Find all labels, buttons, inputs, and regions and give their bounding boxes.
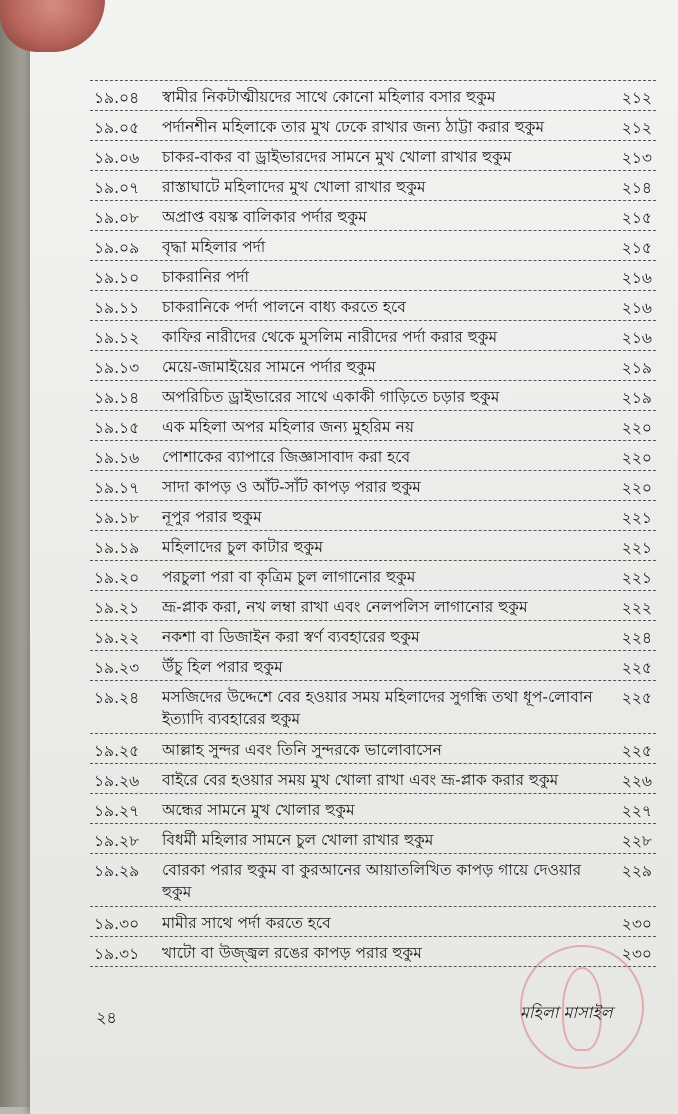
section-title: আল্লাহ সুন্দর এবং তিনি সুন্দরকে ভালোবাসেন xyxy=(162,741,442,759)
section-number: ১৯.১৩ xyxy=(94,359,140,377)
toc-row xyxy=(90,500,656,530)
section-page: ২২৫ xyxy=(621,659,652,677)
section-number: ১৯.১৪ xyxy=(94,389,140,407)
section-title: রাস্তাঘাটে মহিলাদের মুখ খোলা রাখার হুকুম xyxy=(162,178,426,196)
section-number: ১৯.১০ xyxy=(94,269,140,287)
section-title: নকশা বা ডিজাইন করা স্বর্ণ ব্যবহারের হুকুম xyxy=(162,628,420,646)
section-number: ১৯.১৬ xyxy=(94,449,140,467)
toc-row xyxy=(90,763,656,793)
toc-row xyxy=(90,170,656,200)
section-number: ১৯.১২ xyxy=(94,329,140,347)
toc-row xyxy=(90,110,656,140)
section-page: ২১২ xyxy=(621,89,652,107)
section-page: ২১৬ xyxy=(621,299,652,317)
section-title: পোশাকের ব্যাপারে জিজ্ঞাসাবাদ করা হবে xyxy=(162,448,411,466)
section-number: ১৯.২৪ xyxy=(94,689,140,707)
section-number: ১৯.০৪ xyxy=(94,89,140,107)
toc-row xyxy=(90,80,656,110)
toc-row xyxy=(90,380,656,410)
section-number: ১৯.২৯ xyxy=(94,862,140,880)
section-page: ২২৯ xyxy=(621,862,652,880)
section-number: ১৯.২০ xyxy=(94,569,140,587)
section-number: ১৯.১৫ xyxy=(94,419,140,437)
toc-row xyxy=(90,620,656,650)
toc-row xyxy=(90,410,656,440)
section-title: উঁচু হিল পরার হুকুম xyxy=(162,658,283,676)
section-title: অন্ধের সামনে মুখ খোলার হুকুম xyxy=(162,801,355,819)
section-title: পরচুলা পরা বা কৃত্রিম চুল লাগানোর হুকুম xyxy=(162,568,416,586)
toc-row xyxy=(90,350,656,380)
section-number: ১৯.২১ xyxy=(94,599,140,617)
section-title: বোরকা পরার হুকুম বা কুরআনের আয়াতলিখিত কাপড় গায়ে দেওয়ার হুকুম xyxy=(162,861,582,901)
section-number: ১৯.২২ xyxy=(94,629,140,647)
toc-row xyxy=(90,440,656,470)
section-page: ২২৭ xyxy=(621,802,652,820)
section-page: ২১৬ xyxy=(621,329,652,347)
section-page: ২২৬ xyxy=(621,772,652,790)
toc-row xyxy=(90,680,656,733)
section-number: ১৯.০৮ xyxy=(94,209,140,227)
section-number: ১৯.১১ xyxy=(94,299,140,317)
section-page: ২৩০ xyxy=(621,915,652,933)
section-number: ১৯.২৩ xyxy=(94,659,140,677)
section-title: অপ্রাপ্ত বয়স্ক বালিকার পর্দার হুকুম xyxy=(162,208,367,226)
section-title: বৃদ্ধা মহিলার পর্দা xyxy=(162,238,266,256)
section-number: ১৯.৩১ xyxy=(94,945,140,963)
section-number: ১৯.২৮ xyxy=(94,832,140,850)
section-title: মেয়ে-জামাইয়ের সামনে পর্দার হুকুম xyxy=(162,358,376,376)
section-title: বিধর্মী মহিলার সামনে চুল খোলা রাখার হুকুম xyxy=(162,831,434,849)
section-page: ২২২ xyxy=(621,599,652,617)
section-page: ২১৯ xyxy=(621,359,652,377)
toc-row xyxy=(90,470,656,500)
section-title: চাকরানির পর্দা xyxy=(162,268,250,286)
section-number: ১৯.২৭ xyxy=(94,802,140,820)
section-page: ২১৫ xyxy=(621,209,652,227)
toc-row xyxy=(90,823,656,853)
section-title: মামীর সাথে পর্দা করতে হবে xyxy=(162,914,331,932)
section-title: অপরিচিত ড্রাইভারের সাথে একাকী গাড়িতে চড়ার হুকুম xyxy=(162,388,500,406)
section-title: স্বামীর নিকটাত্মীয়দের সাথে কোনো মহিলার বসার হুকুম xyxy=(162,88,496,106)
section-page: ২১৫ xyxy=(621,239,652,257)
section-page: ২১৯ xyxy=(621,389,652,407)
toc-row xyxy=(90,853,656,906)
section-number: ১৯.৩০ xyxy=(94,915,140,933)
toc-row xyxy=(90,906,656,936)
section-page: ২২০ xyxy=(621,479,652,497)
section-title: এক মহিলা অপর মহিলার জন্য মুহরিম নয় xyxy=(162,418,414,436)
section-title: মহিলাদের চুল কাটার হুকুম xyxy=(162,538,323,556)
toc-row xyxy=(90,140,656,170)
section-number: ১৯.১৭ xyxy=(94,479,140,497)
section-page: ২১৪ xyxy=(621,179,652,197)
toc-row xyxy=(90,230,656,260)
section-page: ২২৮ xyxy=(621,832,652,850)
toc-row xyxy=(90,260,656,290)
toc-row xyxy=(90,733,656,763)
section-title: নূপুর পরার হুকুম xyxy=(162,508,262,526)
section-number: ১৯.১৮ xyxy=(94,509,140,527)
section-number: ১৯.০৯ xyxy=(94,239,140,257)
page-number: ২৪ xyxy=(96,1008,117,1027)
section-page: ২২০ xyxy=(621,449,652,467)
section-page: ২২০ xyxy=(621,419,652,437)
section-title: মসজিদের উদ্দেশে বের হওয়ার সময় মহিলাদের সুগন্ধি তথা ধূপ-লোবান ইত্যাদি ব্যবহারের হুকুম xyxy=(162,688,593,728)
section-page: ২২১ xyxy=(621,569,652,587)
section-page: ২১২ xyxy=(621,119,652,137)
toc-row xyxy=(90,590,656,620)
section-title: চাকর-বাকর বা ড্রাইভারদের সামনে মুখ খোলা রাখার হুকুম xyxy=(162,148,512,166)
section-page: ২১৬ xyxy=(621,269,652,287)
toc-row xyxy=(90,290,656,320)
section-page: ২২১ xyxy=(621,539,652,557)
section-title: সাদা কাপড় ও আঁট-সাঁট কাপড় পরার হুকুম xyxy=(162,478,421,496)
toc-row xyxy=(90,320,656,350)
section-title: বাইরে বের হওয়ার সময় মুখ খোলা রাখা এবং ভ্রূ-প্লাক করার হুকুম xyxy=(162,771,559,789)
toc-row xyxy=(90,793,656,823)
section-number: ১৯.০৬ xyxy=(94,149,140,167)
running-footer-title: মহিলা মাসাইল xyxy=(520,1003,613,1022)
section-page: ২১৩ xyxy=(621,149,652,167)
section-title: পর্দানশীন মহিলাকে তার মুখ ঢেকে রাখার জন্য ঠাট্টা করার হুকুম xyxy=(162,118,545,136)
section-page: ২২৫ xyxy=(621,742,652,760)
section-page: ২২১ xyxy=(621,509,652,527)
section-page: ২২৪ xyxy=(621,629,652,647)
section-title: খাটো বা উজ্জ্বল রঙের কাপড় পরার হুকুম xyxy=(162,944,422,962)
section-number: ১৯.২৬ xyxy=(94,772,140,790)
section-page: ২৩০ xyxy=(621,945,652,963)
section-title: ভ্রূ-প্লাক করা, নখ লম্বা রাখা এবং নেলপলিস লাগানোর হুকুম xyxy=(162,598,528,616)
section-title: চাকরানিকে পর্দা পালনে বাধ্য করতে হবে xyxy=(162,298,406,316)
section-title: কাফির নারীদের থেকে মুসলিম নারীদের পর্দা করার হুকুম xyxy=(162,328,498,346)
toc-row xyxy=(90,200,656,230)
table-of-contents xyxy=(90,80,656,966)
section-number: ১৯.২৫ xyxy=(94,742,140,760)
section-number: ১৯.০৭ xyxy=(94,179,140,197)
toc-row xyxy=(90,560,656,590)
toc-row xyxy=(90,530,656,560)
section-page: ২২৫ xyxy=(621,689,652,707)
section-number: ১৯.১৯ xyxy=(94,539,140,557)
toc-row xyxy=(90,650,656,680)
section-number: ১৯.০৫ xyxy=(94,119,140,137)
